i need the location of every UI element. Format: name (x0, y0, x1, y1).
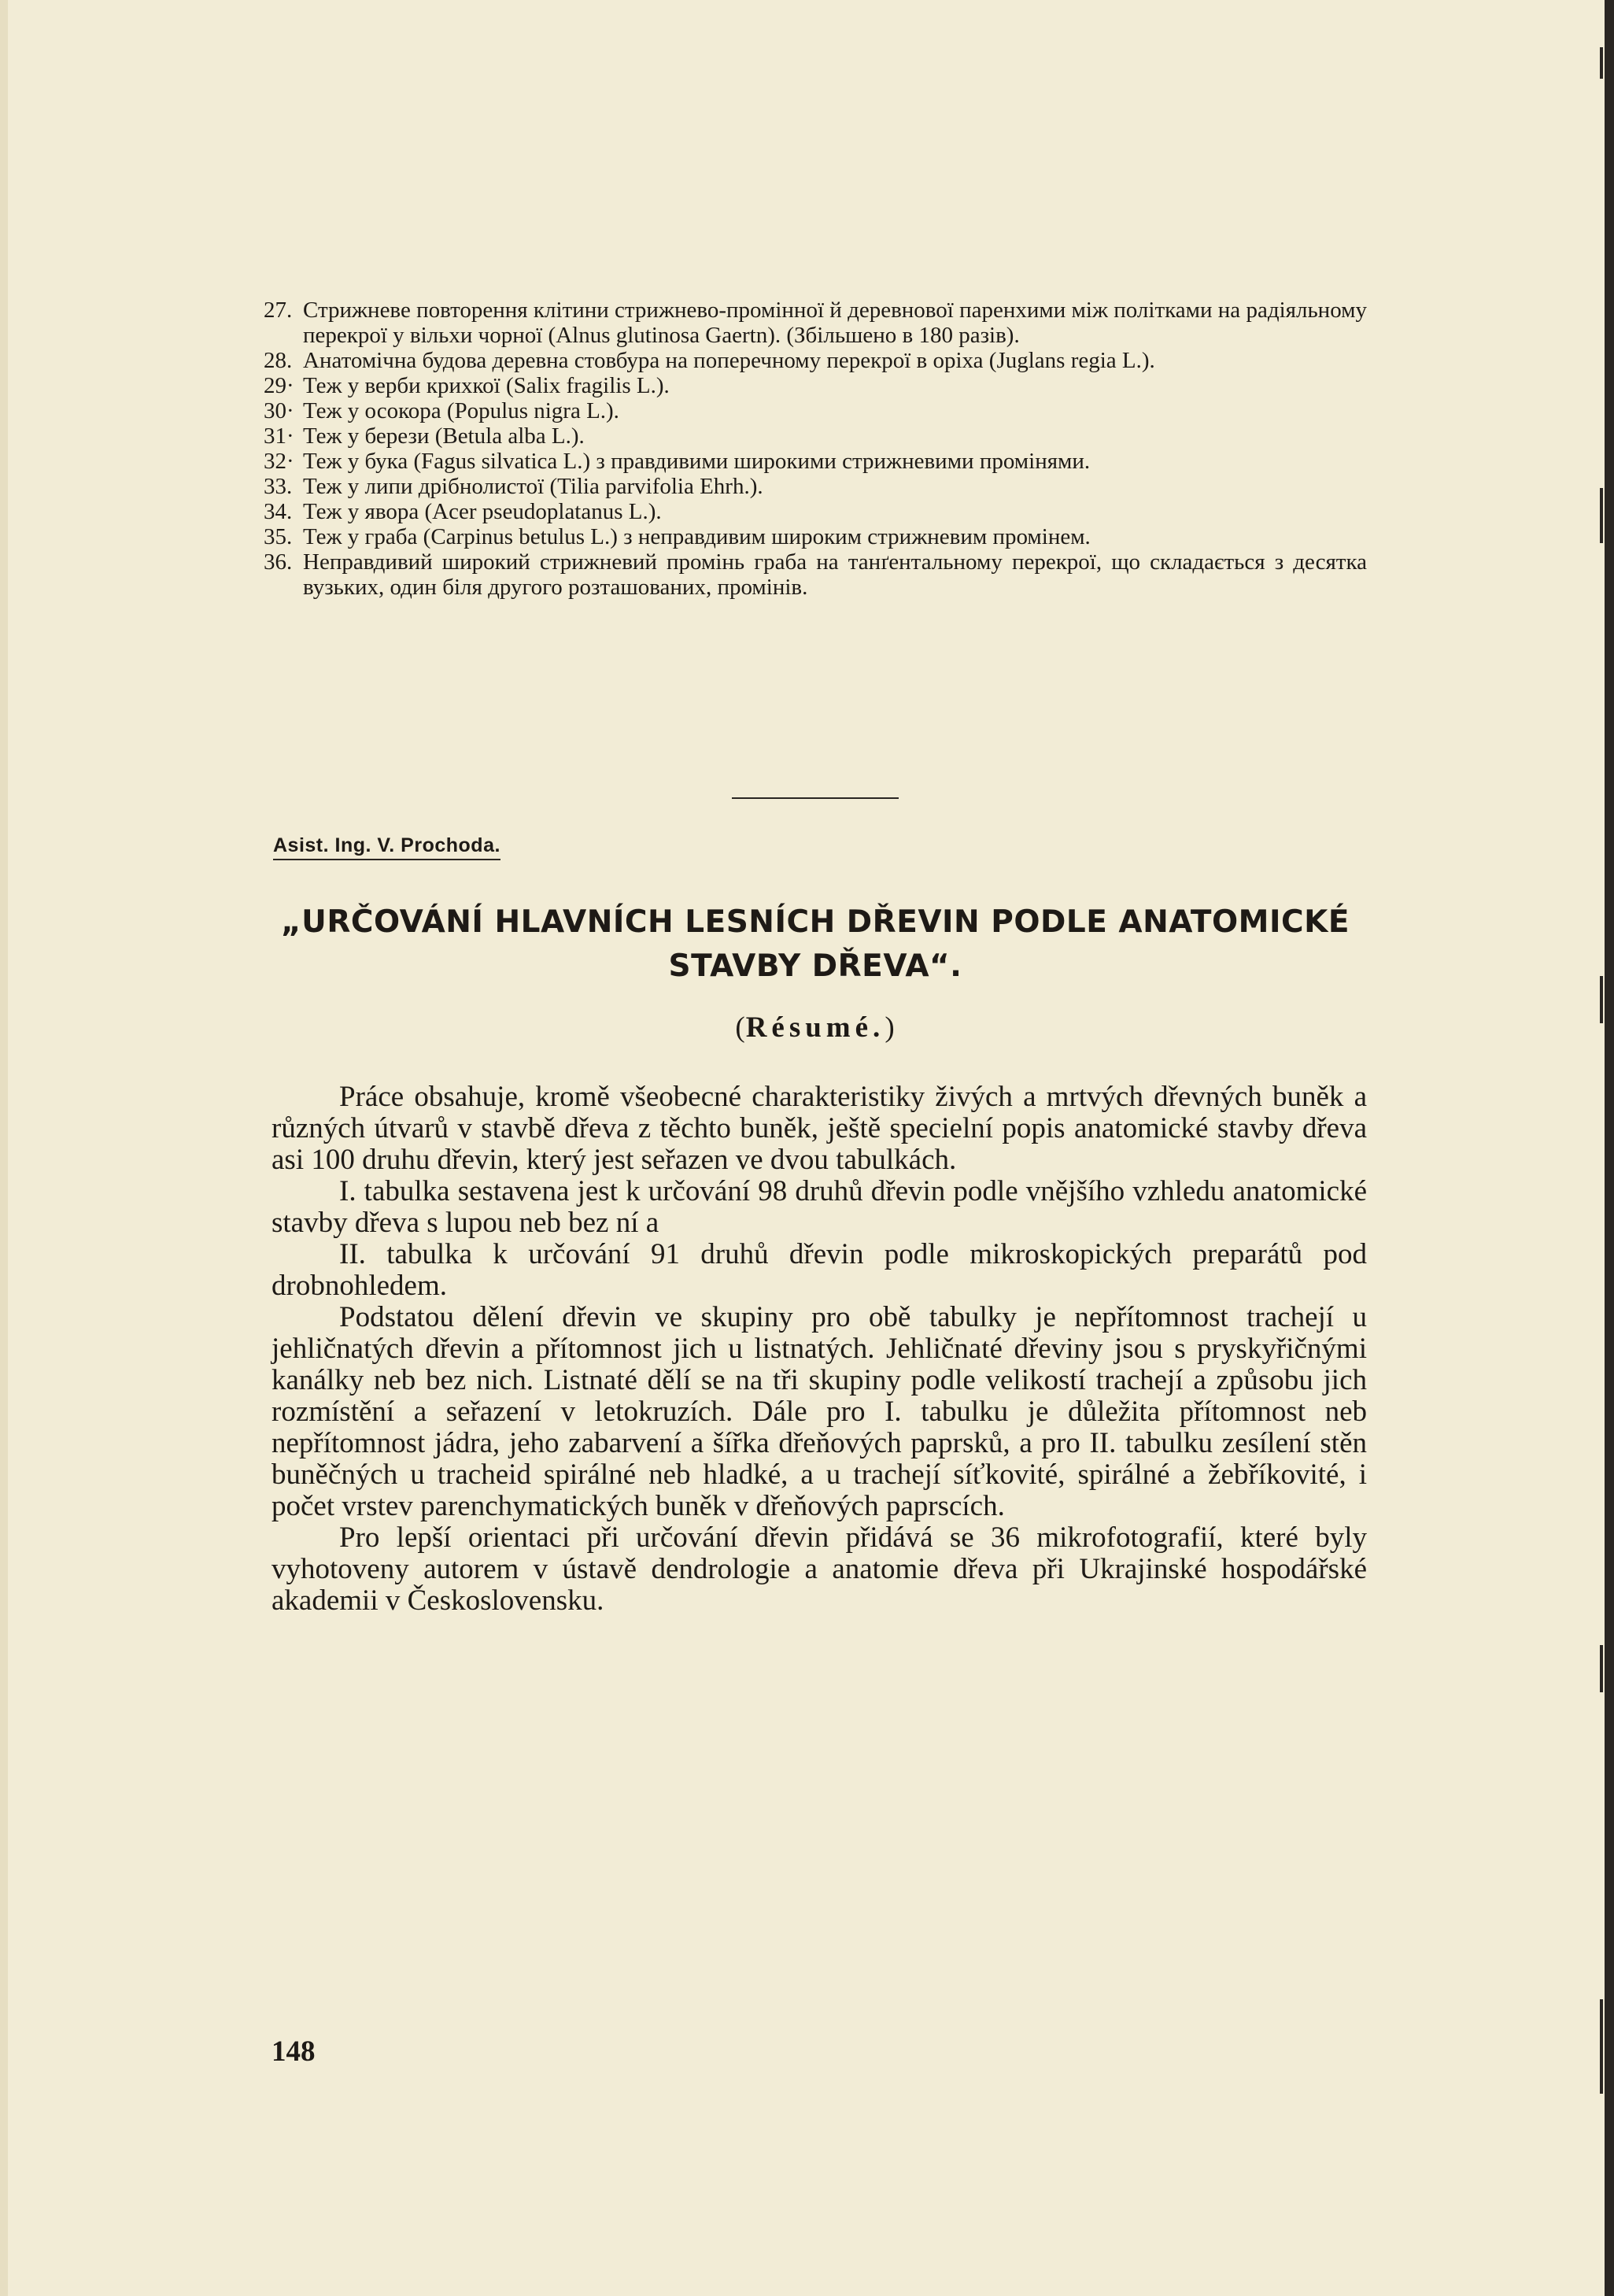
resume-body (271, 1081, 1367, 1617)
caption-number: 29· (264, 373, 294, 398)
edge-mark (1600, 1645, 1603, 1692)
caption-item (264, 348, 1367, 373)
body-paragraph: Práce obsahuje, kromě všeobecné charakteristiky živých a mrtvých dřevných buněk a různých útvarů v stavbě dřeva z těchto buněk, ještě specielní popis anatomické stavby dřeva asi 100 druhu dřevin, který jest seřazen ve dvou tabulkách. (271, 1081, 1367, 1176)
figure-captions (264, 298, 1367, 600)
resume-label (264, 1011, 1367, 1045)
resume-paren-close: ) (885, 1011, 896, 1044)
caption-item (264, 449, 1367, 474)
edge-mark (1600, 976, 1603, 1023)
caption-number: 36. (264, 549, 293, 575)
resume-paren-open: ( (735, 1011, 746, 1044)
article-title (264, 900, 1367, 989)
caption-text: Теж у граба (Carpinus betulus L.) з неправдивим широким стрижневим промінем. (303, 524, 1091, 549)
edge-mark (1600, 488, 1603, 543)
caption-text: Теж у бука (Fagus silvatica L.) з правдивими широкими стрижневими промінями. (303, 449, 1091, 474)
caption-number: 30· (264, 398, 294, 423)
caption-text: Анатомічна будова деревна стовбура на поперечному перекрої в оріха (Juglans regia L.). (303, 348, 1155, 373)
page-edge-left (0, 0, 8, 2296)
title-line: STAVBY DŘEVA“. (668, 948, 962, 984)
body-paragraph: II. tabulka k určování 91 druhů dřevin podle mikroskopických preparátů pod drobnohledem. (271, 1238, 1367, 1302)
section-divider (732, 797, 899, 799)
body-paragraph: Podstatou dělení dřevin ve skupiny pro obě tabulky je nepřítomnost trachejí u jehličnatých dřevin a přítomnost jich u listnatých. Jehličnaté dřeviny jsou s pryskyřičnými kanálky neb bez nich. Listnaté dělí se na tři skupiny podle velikostí trachejí a způsobu jich rozmístění a seřazení v letokruzích. Dále pro I. tabulku je důležita přítomnost neb nepřítomnost jádra, jeho zabarvení a šířka dřeňových paprsků, a pro II. tabulku zesílení stěn buněčných u tracheid spirálné neb hladké, a u trachejí síťkovité, spirálné a žebříkovité, i počet vrstev parenchymatických buněk v dřeňových paprscích. (271, 1301, 1367, 1522)
caption-number: 32· (264, 449, 294, 474)
caption-item (264, 298, 1367, 348)
caption-text: Теж у верби крихкої (Salix fragilis L.). (303, 373, 670, 398)
caption-item (264, 373, 1367, 398)
page-number: 148 (271, 2035, 316, 2068)
caption-text: Стрижневе повторення клітини стрижнево-промінної й деревнової паренхими між політками на радіяльному перекрої у вільхи чорної (Alnus glutinosa Gaertn). (Збільшено в 180 разів). (303, 298, 1367, 348)
caption-number: 33. (264, 474, 293, 499)
author-line: Asist. Ing. V. Prochoda. (273, 834, 500, 860)
caption-number: 28. (264, 348, 293, 373)
body-paragraph: Pro lepší orientaci při určování dřevin přidává se 36 mikrofotografií, které byly vyhotoveny autorem v ústavě dendrologie a anatomie dřeva při Ukrajinské hospodářské akademii v Československu. (271, 1521, 1367, 1617)
title-line: „URČOVÁNÍ HLAVNÍCH LESNÍCH DŘEVIN PODLE ANATOMICKÉ (281, 904, 1350, 940)
caption-text: Неправдивий широкий стрижневий промінь граба на танґентальному перекрої, що складається з десятка вузьких, один біля другого розташованих, промінів. (303, 549, 1367, 600)
caption-number: 35. (264, 524, 293, 549)
body-paragraph: I. tabulka sestavena jest k určování 98 druhů dřevin podle vnějšího vzhledu anatomické stavby dřeva s lupou neb bez ní a (271, 1175, 1367, 1239)
caption-item (264, 499, 1367, 524)
caption-number: 34. (264, 499, 293, 524)
caption-item (264, 398, 1367, 423)
caption-text: Теж у явора (Acer pseudoplatanus L.). (303, 499, 662, 524)
caption-text: Теж у берези (Betula alba L.). (303, 423, 585, 449)
caption-number: 27. (264, 298, 293, 323)
edge-mark (1600, 1999, 1603, 2094)
caption-text: Теж у липи дрібнолистої (Tilia parvifolia Ehrh.). (303, 474, 763, 499)
caption-text: Теж у осокора (Populus nigra L.). (303, 398, 619, 423)
caption-number: 31· (264, 423, 294, 449)
caption-item (264, 423, 1367, 449)
page-edge-right (1605, 0, 1614, 2296)
caption-item (264, 549, 1367, 600)
caption-item (264, 474, 1367, 499)
resume-word: Résumé. (745, 1011, 885, 1044)
edge-mark (1600, 47, 1603, 79)
caption-item (264, 524, 1367, 549)
